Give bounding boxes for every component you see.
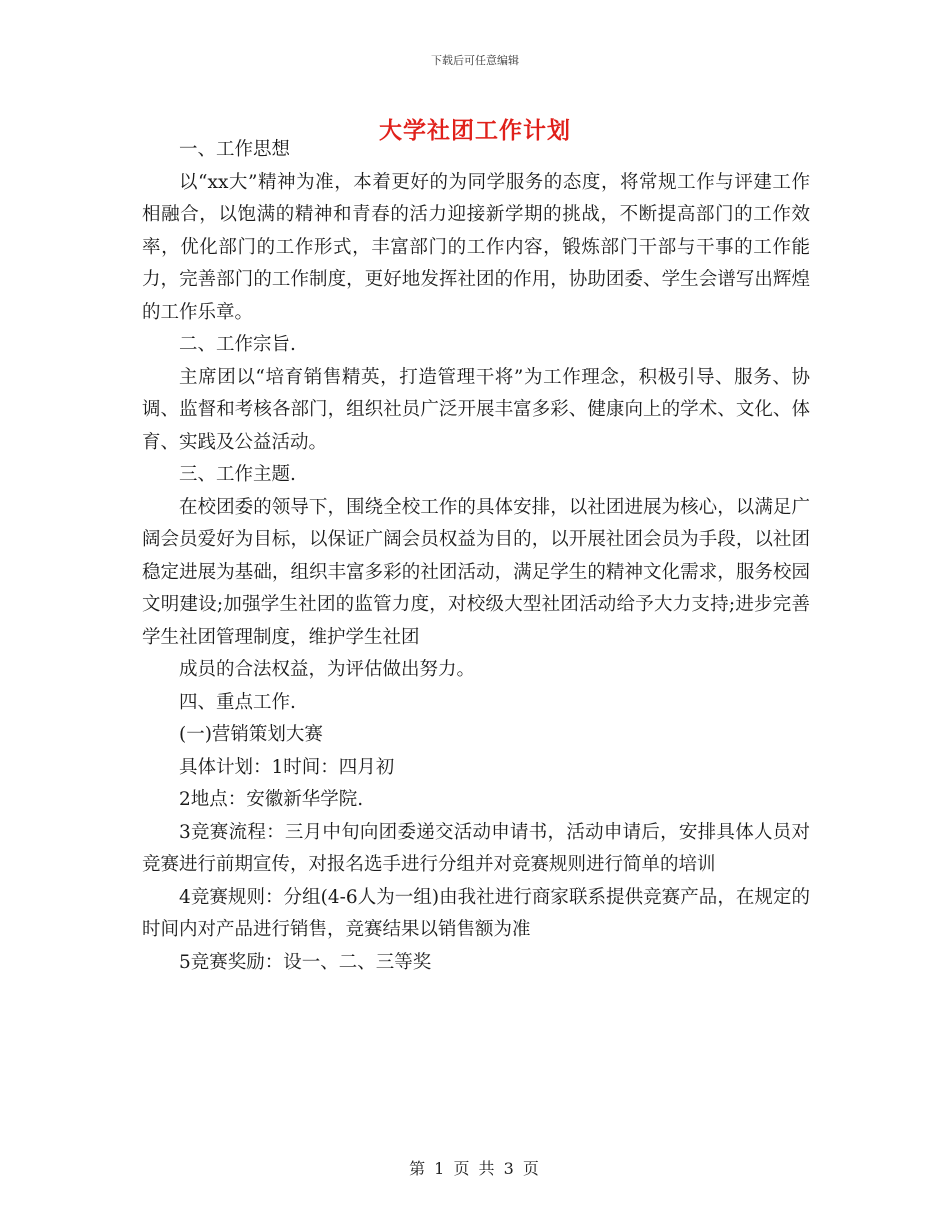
paragraph: 以“xx大”精神为准，本着更好的为同学服务的态度，将常规工作与评建工作相融合，以饱满的精神和青春的活力迎接新学期的挑战，不断提高部门的工作效率，优化部门的工作形式，丰富部门的工作内容，锻炼部门干部与干事的工作能力，完善部门的工作制度，更好地发挥社团的作用，协助团委、学生会谱写出辉煌的工作乐章。 — [142, 171, 810, 323]
section-heading-1: 一、工作思想 — [179, 139, 291, 160]
section-heading-3: 三、工作主题. — [179, 464, 296, 485]
paragraph: 成员的合法权益，为评估做出努力。 — [179, 659, 476, 680]
document-body — [142, 134, 810, 979]
paragraph: 在校团委的领导下，围绕全校工作的具体安排，以社团进展为核心，以满足广阔会员爱好为目标，以保证广阔会员权益为目的，以开展社团会员为手段，以社团稳定进展为基础，组织丰富多彩的社团活动，满足学生的精神文化需求，服务校园文明建设;加强学生社团的监管力度，对校级大型社团活动给予大力支持;进步完善学生社团管理制度，维护学生社团 — [142, 496, 810, 648]
list-item: 3竞赛流程：三月中旬向团委递交活动申请书，活动申请后，安排具体人员对竞赛进行前期宣传，对报名选手进行分组并对竞赛规则进行简单的培训 — [142, 821, 810, 875]
section-heading-4: 四、重点工作. — [179, 691, 296, 713]
section-heading-2: 二、工作宗旨. — [179, 334, 296, 355]
list-item: 4竞赛规则：分组(4-6人为一组)由我社进行商家联系提供竞赛产品，在规定的时间内对产品进行销售，竞赛结果以销售额为准 — [142, 886, 810, 940]
document-title: 大学社团工作计划 — [379, 117, 571, 144]
page-header-note: 下载后可任意编辑 — [431, 54, 519, 67]
list-item: 5竞赛奖励：设一、二、三等奖 — [179, 951, 432, 973]
list-item: 具体计划：1时间：四月初 — [179, 756, 395, 778]
paragraph: 主席团以“培育销售精英，打造管理干将”为工作理念，积极引导、服务、协调、监督和考核各部门，组织社员广泛开展丰富多彩、健康向上的学术、文化、体育、实践及公益活动。 — [142, 366, 810, 453]
page-footer: 第 1 页 共 3 页 — [409, 1159, 541, 1178]
subsection-heading: (一)营销策划大赛 — [179, 724, 323, 745]
list-item: 2地点：安徽新华学院. — [179, 789, 364, 810]
